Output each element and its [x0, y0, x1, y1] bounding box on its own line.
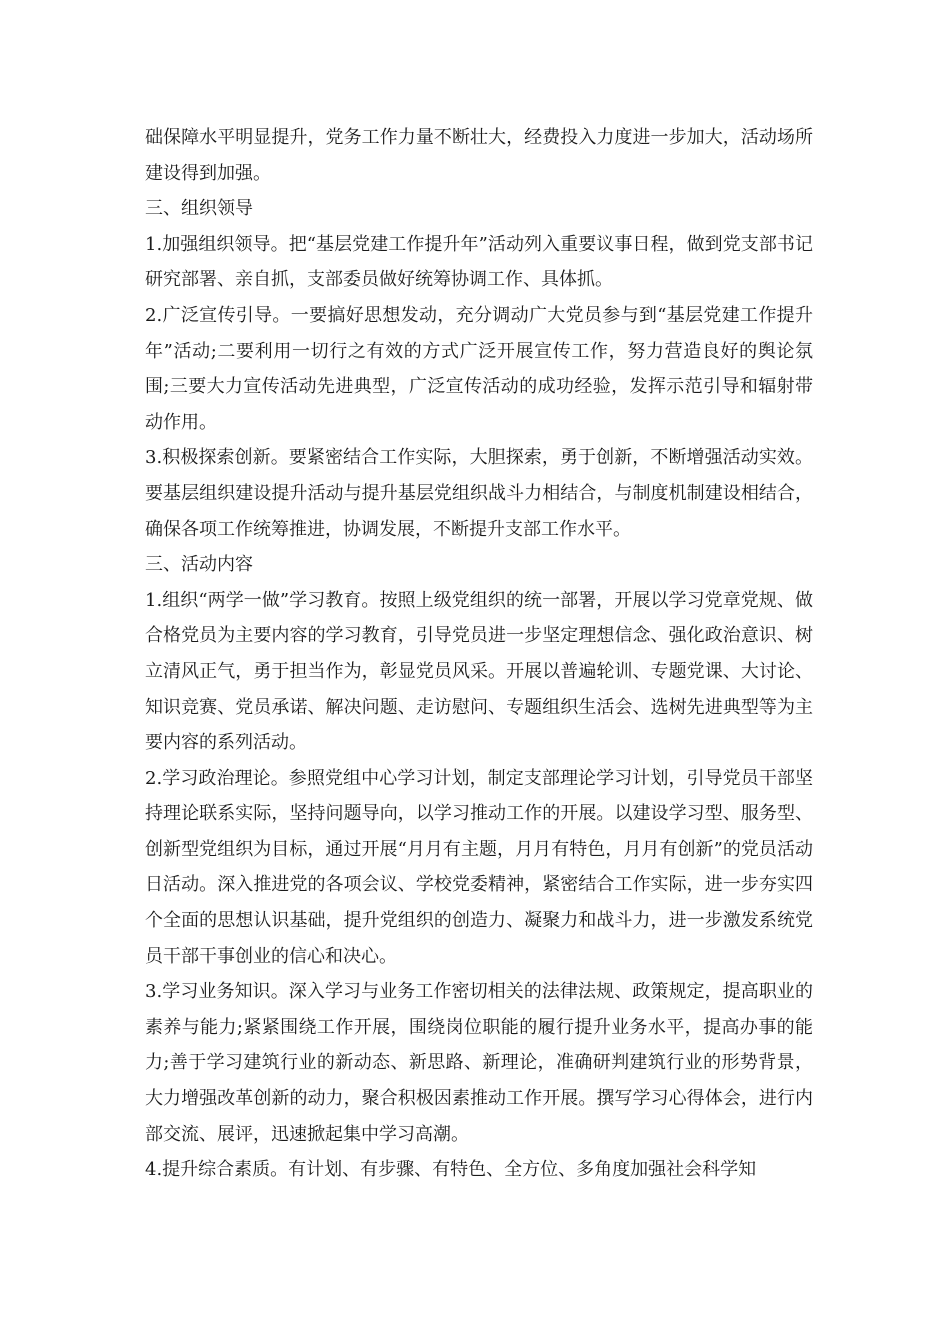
paragraph-activities-3: 3.学习业务知识。深入学习与业务工作密切相关的法律法规、政策规定，提高职业的素养与能力;紧紧围绕工作开展，围绕岗位职能的履行提升业务水平，提高办事的能力;善于学习建筑行业的新动态、新思路、新理论，准确研判建筑行业的形势背景，大力增强改革创新的动力，聚合积极因素推动工作开展。撰写学习心得体会，进行内部交流、展评，迅速掀起集中学习高潮。 — [145, 981, 813, 1145]
paragraph-activities-4: 4.提升综合素质。有计划、有步骤、有特色、全方位、多角度加强社会科学知 — [145, 1159, 757, 1181]
paragraph-intro: 础保障水平明显提升，党务工作力量不断壮大，经费投入力度进一步加大，活动场所建设得到加强。 — [145, 127, 813, 184]
section-heading-leadership: 三、组织领导 — [145, 198, 253, 220]
paragraph-activities-2: 2.学习政治理论。参照党组中心学习计划，制定支部理论学习计划，引导党员干部坚持理论联系实际，坚持问题导向，以学习推动工作的开展。以建设学习型、服务型、创新型党组织为目标，通过开展“月月有主题，月月有特色，月月有创新”的党员活动日活动。深入推进党的各项会议、学校党委精神，紧密结合工作实际，进一步夯实四个全面的思想认识基础，提升党组织的创造力、凝聚力和战斗力，进一步激发系统党员干部干事创业的信心和决心。 — [145, 767, 813, 967]
paragraph-leadership-2: 2.广泛宣传引导。一要搞好思想发动，充分调动广大党员参与到“基层党建工作提升年”活动;二要利用一切行之有效的方式广泛开展宣传工作，努力营造良好的舆论氛围;三要大力宣传活动先进典型，广泛宣传活动的成功经验，发挥示范引导和辐射带动作用。 — [145, 304, 813, 433]
paragraph-leadership-3: 3.积极探索创新。要紧密结合工作实际，大胆探索，勇于创新，不断增强活动实效。要基层组织建设提升活动与提升基层党组织战斗力相结合，与制度机制建设相结合，确保各项工作统筹推进，协调发展，不断提升支部工作水平。 — [145, 447, 813, 540]
paragraph-leadership-1: 1.加强组织领导。把“基层党建工作提升年”活动列入重要议事日程，做到党支部书记研究部署、亲自抓，支部委员做好统筹协调工作、具体抓。 — [145, 233, 813, 291]
document-body — [145, 120, 813, 1188]
paragraph-activities-1: 1.组织“两学一做”学习教育。按照上级党组织的统一部署，开展以学习党章党规、做合格党员为主要内容的学习教育，引导党员进一步坚定理想信念、强化政治意识、树立清风正气，勇于担当作为，彰显党员风采。开展以普遍轮训、专题党课、大讨论、知识竞赛、党员承诺、解决问题、走访慰问、专题组织生活会、选树先进典型等为主要内容的系列活动。 — [145, 589, 813, 754]
section-heading-activities: 三、活动内容 — [145, 554, 253, 576]
